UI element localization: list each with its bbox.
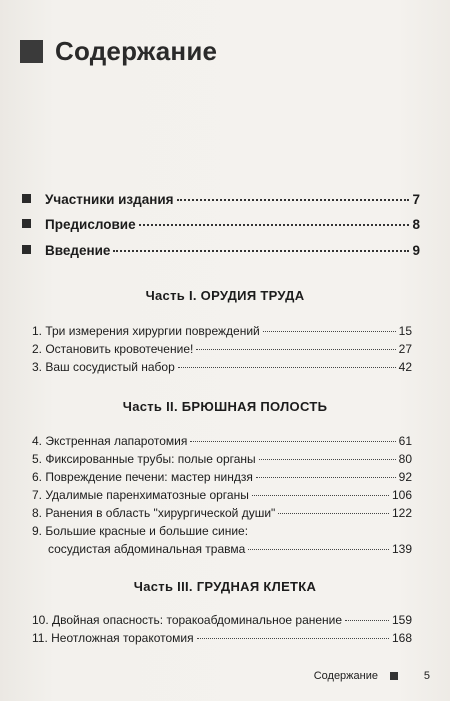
chapter-page: 42 bbox=[398, 360, 412, 374]
chapter-label: 6. Повреждение печени: мастер ниндзя bbox=[32, 470, 253, 484]
dot-leader bbox=[252, 495, 389, 496]
heading-square-marker bbox=[20, 40, 43, 63]
toc-chapter-9-line1[interactable]: 9. Большие красные и большие синие: bbox=[32, 524, 249, 538]
toc-entry-label: Предисловие bbox=[45, 217, 136, 232]
toc-chapter-4[interactable] bbox=[32, 434, 412, 448]
bullet-square bbox=[22, 245, 31, 254]
toc-chapter-8[interactable] bbox=[32, 506, 412, 520]
dot-leader bbox=[248, 549, 389, 550]
chapter-page: 106 bbox=[391, 488, 412, 502]
footer-section-label: Содержание bbox=[313, 670, 378, 682]
dot-leader bbox=[278, 513, 389, 514]
toc-chapter-11[interactable] bbox=[32, 631, 412, 645]
dot-leader bbox=[197, 638, 389, 639]
toc-chapter-2[interactable] bbox=[32, 342, 412, 356]
dot-leader bbox=[113, 250, 409, 252]
chapter-label: 3. Ваш сосудистый набор bbox=[32, 360, 175, 374]
chapter-label: 11. Неотложная торакотомия bbox=[32, 631, 194, 645]
toc-entry-page: 7 bbox=[412, 192, 420, 207]
toc-chapter-10[interactable] bbox=[32, 613, 412, 627]
dot-leader bbox=[256, 477, 396, 478]
toc-chapter-1[interactable] bbox=[32, 324, 412, 338]
chapter-page: 139 bbox=[391, 542, 412, 556]
page-number: 5 bbox=[423, 670, 430, 682]
page-title: Содержание bbox=[55, 36, 218, 66]
toc-chapter-7[interactable] bbox=[32, 488, 412, 502]
dot-leader bbox=[263, 331, 396, 332]
bullet-square bbox=[22, 219, 31, 228]
toc-entry-introduction[interactable] bbox=[22, 243, 420, 258]
part-title: Часть III. ГРУДНАЯ КЛЕТКА bbox=[133, 579, 317, 594]
toc-entry-page: 9 bbox=[412, 243, 420, 258]
chapter-label: 5. Фиксированные трубы: полые органы bbox=[32, 452, 256, 466]
chapter-page: 61 bbox=[398, 434, 412, 448]
dot-leader bbox=[178, 367, 396, 368]
chapter-label: 1. Три измерения хирургии повреждений bbox=[32, 324, 260, 338]
chapter-label: 8. Ранения в область "хирургической души" bbox=[32, 506, 276, 520]
part-title: Часть I. ОРУДИЯ ТРУДА bbox=[145, 288, 305, 303]
toc-entry-label: Участники издания bbox=[45, 192, 174, 207]
toc-chapter-6[interactable] bbox=[32, 470, 412, 484]
chapter-label: 7. Удалимые паренхиматозные органы bbox=[32, 488, 249, 502]
bullet-square bbox=[22, 194, 31, 203]
dot-leader bbox=[177, 199, 410, 201]
chapter-page: 15 bbox=[398, 324, 412, 338]
chapter-page: 92 bbox=[398, 470, 412, 484]
toc-entry-contributors[interactable] bbox=[22, 192, 420, 207]
dot-leader bbox=[259, 459, 396, 460]
dot-leader bbox=[139, 224, 410, 226]
toc-chapter-9[interactable] bbox=[48, 542, 412, 556]
chapter-page: 80 bbox=[398, 452, 412, 466]
dot-leader bbox=[196, 349, 395, 350]
dot-leader bbox=[190, 441, 395, 442]
toc-entry-preface[interactable] bbox=[22, 217, 420, 232]
toc-chapter-3[interactable] bbox=[32, 360, 412, 374]
chapter-page: 168 bbox=[391, 631, 412, 645]
chapter-page: 159 bbox=[391, 613, 412, 627]
contents-heading bbox=[20, 36, 217, 67]
toc-chapter-5[interactable] bbox=[32, 452, 412, 466]
chapter-page: 27 bbox=[398, 342, 412, 356]
chapter-label: 10. Двойная опасность: торакоабдоминальное ранение bbox=[32, 613, 343, 627]
chapter-page: 122 bbox=[391, 506, 412, 520]
part-title: Часть II. БРЮШНАЯ ПОЛОСТЬ bbox=[122, 399, 328, 414]
toc-entry-label: Введение bbox=[45, 243, 111, 258]
chapter-label: 4. Экстренная лапаротомия bbox=[32, 434, 188, 448]
dot-leader bbox=[345, 620, 389, 621]
chapter-label: 2. Остановить кровотечение! bbox=[32, 342, 194, 356]
toc-entry-page: 8 bbox=[412, 217, 420, 232]
chapter-label-continued: сосудистая абдоминальная травма bbox=[48, 542, 246, 556]
footer-square-marker bbox=[390, 672, 398, 680]
